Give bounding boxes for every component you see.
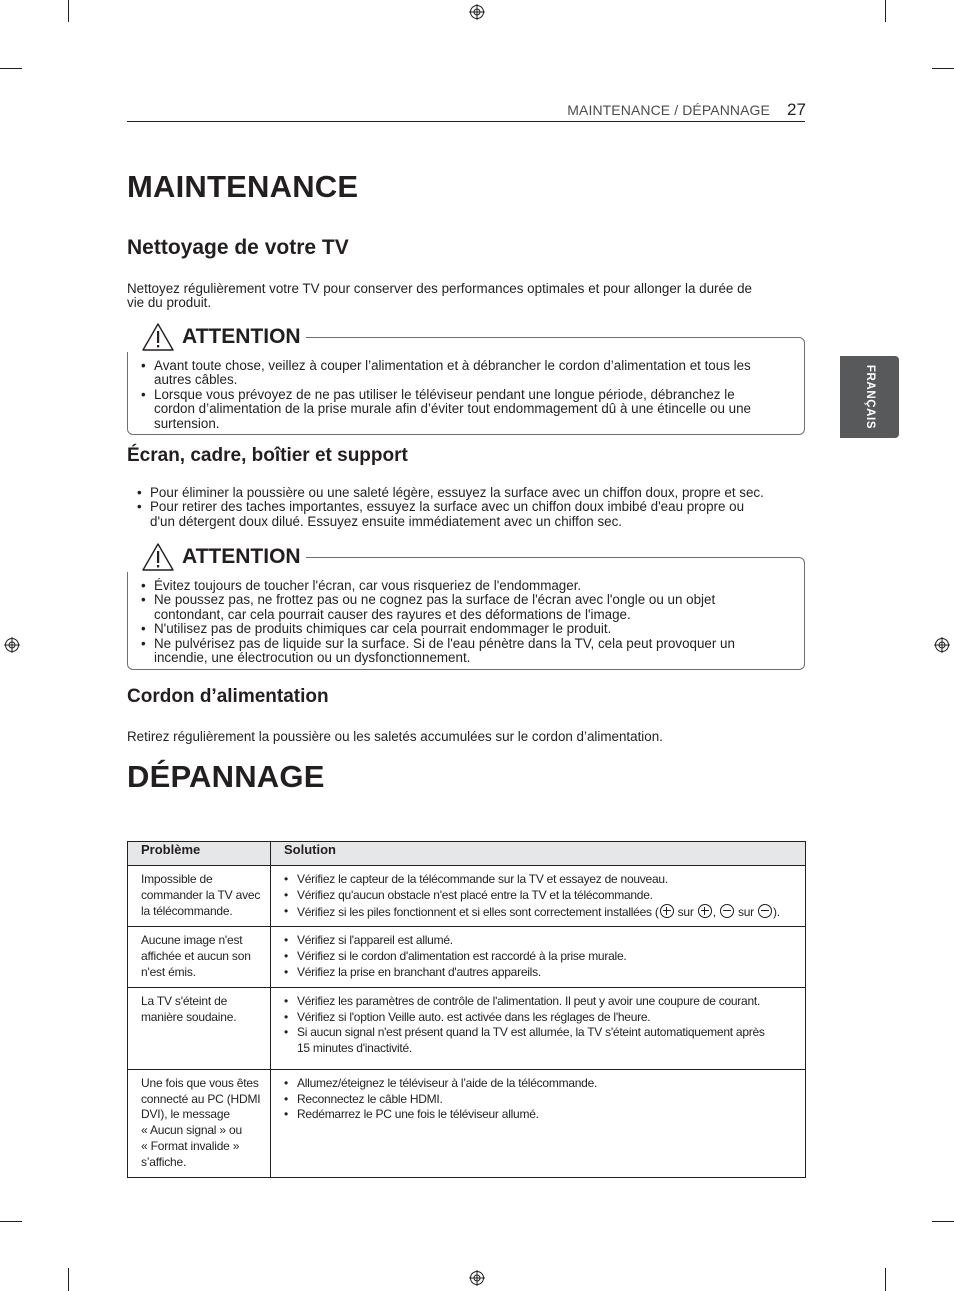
screen-list: [137, 486, 807, 529]
cleaning-title: Nettoyage de votre TV: [127, 236, 349, 259]
attention-header: [127, 322, 306, 352]
power-cord-title: Cordon d’alimentation: [127, 686, 329, 707]
list-item: • Pour retirer des taches importantes, essuyez la surface avec un chiffon doux imbibé d'eau propre ou d'un détergent doux dilué. Essuyez ensuite immédiatement avec un chiffon sec.: [137, 500, 807, 529]
list-item: • Redémarrez le PC une fois le téléviseur allumé.: [284, 1107, 801, 1123]
problem-cell: Une fois que vous êtes connecté au PC (HDMI DVI), le message « Aucun signal » ou « Format invalide » s’affiche.: [128, 1069, 271, 1177]
crop-mark: [0, 68, 22, 69]
list-item: • Vérifiez qu'aucun obstacle n'est placé entre la TV et la télécommande.: [284, 888, 801, 904]
problem-cell: La TV s'éteint de manière soudaine.: [128, 987, 271, 1069]
attention-header: [127, 542, 306, 572]
minus-terminal-icon: [758, 904, 772, 918]
list-item: • Ne poussez pas, ne frottez pas ou ne cognez pas la surface de l'écran avec l'ongle ou un objet contondant, car cela pourrait causer des rayures et des déformations de l'image.: [141, 593, 801, 622]
plus-button-icon: [660, 904, 674, 918]
problem-cell: Impossible de commander la TV avec la télécommande.: [128, 866, 271, 927]
list-item: • Vérifiez si l'option Veille auto. est activée dans les réglages de l'heure.: [284, 1010, 801, 1026]
list-item: • Lorsque vous prévoyez de ne pas utiliser le téléviseur pendant une longue période, débranchez le cordon d’alimentation de la prise murale afin d’éviter tout endommagement dû à une étincelle ou une surtension.: [141, 388, 801, 431]
troubleshooting-title: DÉPANNAGE: [127, 759, 325, 794]
list-item: • Allumez/éteignez le téléviseur à l’aide de la télécommande.: [284, 1076, 801, 1092]
list-item: • Vérifiez la prise en branchant d'autres appareils.: [284, 965, 801, 981]
table-row: [128, 987, 806, 1069]
language-tab-label: FRANÇAIS: [863, 364, 876, 430]
crop-mark: [885, 1268, 886, 1291]
attention-list: [141, 579, 801, 665]
list-item: • Vérifiez les paramètres de contrôle de l'alimentation. Il peut y avoir une coupure de courant.: [284, 994, 801, 1010]
solution-cell: [271, 1069, 806, 1177]
minus-button-icon: [720, 904, 734, 918]
crop-mark: [68, 0, 69, 22]
warning-icon: [141, 322, 175, 352]
crop-mark: [932, 1221, 954, 1222]
language-tab: [840, 356, 899, 438]
crop-mark: [885, 0, 886, 22]
page-number: 27: [787, 100, 806, 119]
list-item: • Ne pulvérisez pas de liquide sur la surface. Si de l'eau pénètre dans la TV, cela peut provoquer un incendie, une électrocution ou un dysfonctionnement.: [141, 637, 801, 666]
table-row: [128, 866, 806, 927]
list-item: • Reconnectez le câble HDMI.: [284, 1092, 801, 1108]
cleaning-intro: Nettoyez régulièrement votre TV pour conserver des performances optimales et pour allonger la durée de vie du produit.: [127, 281, 752, 311]
table-row: [128, 927, 806, 987]
solution-cell: [271, 987, 806, 1069]
table-header-row: [128, 842, 806, 866]
registration-mark-icon: [469, 4, 485, 20]
maintenance-title: MAINTENANCE: [127, 169, 359, 204]
crop-mark: [932, 68, 954, 69]
running-header: MAINTENANCE / DÉPANNAGE: [567, 102, 770, 118]
list-item: • Si aucun signal n'est présent quand la TV est allumée, la TV s'éteint automatiquement après 15 minutes d'inactivité.: [284, 1025, 801, 1057]
column-header-problem: Problème: [128, 842, 271, 866]
list-item: • Pour éliminer la poussière ou une saleté légère, essuyez la surface avec un chiffon doux, propre et sec.: [137, 486, 807, 500]
list-item: • Vérifiez si les piles fonctionnent et si elles sont correctement installées ( sur , sur ).: [284, 904, 801, 921]
registration-mark-icon: [934, 637, 950, 653]
crop-mark: [68, 1268, 69, 1291]
registration-mark-icon: [469, 1270, 485, 1286]
list-item: • Évitez toujours de toucher l'écran, car vous risqueriez de l'endommager.: [141, 579, 801, 593]
list-item: • Avant toute chose, veillez à couper l’alimentation et à débrancher le cordon d’alimentation et tous les autres câbles.: [141, 359, 801, 388]
screen-title: Écran, cadre, boîtier et support: [127, 445, 408, 466]
registration-mark-icon: [4, 637, 20, 653]
solution-cell: [271, 866, 806, 927]
attention-list: [141, 359, 801, 431]
header-rule: [127, 121, 805, 122]
list-item: • Vérifiez le capteur de la télécommande sur la TV et essayez de nouveau.: [284, 872, 801, 888]
list-item: • Vérifiez si le cordon d'alimentation est raccordé à la prise murale.: [284, 949, 801, 965]
crop-mark: [0, 1221, 22, 1222]
plus-terminal-icon: [698, 904, 712, 918]
warning-icon: [141, 542, 175, 572]
table-row: [128, 1069, 806, 1177]
column-header-solution: Solution: [271, 842, 806, 866]
problem-cell: Aucune image n'est affichée et aucun son n'est émis.: [128, 927, 271, 987]
list-item: • N'utilisez pas de produits chimiques car cela pourrait endommager le produit.: [141, 622, 801, 636]
solution-cell: [271, 927, 806, 987]
power-cord-text: Retirez régulièrement la poussière ou les saletés accumulées sur le cordon d’alimentation.: [127, 729, 663, 744]
attention-label: ATTENTION: [182, 545, 301, 568]
attention-label: ATTENTION: [182, 325, 301, 348]
list-item: • Vérifiez si l'appareil est allumé.: [284, 933, 801, 949]
troubleshooting-table: [127, 841, 806, 1178]
